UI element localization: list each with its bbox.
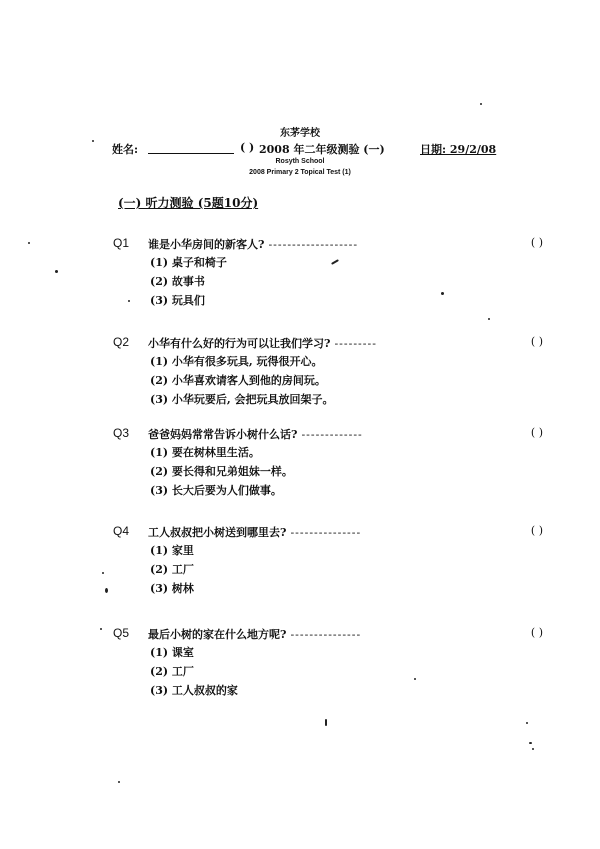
- scan-speck: [105, 588, 108, 593]
- class-paren: ( ): [240, 141, 255, 154]
- scan-speck: [441, 292, 444, 295]
- test-date: 日期: 29/2/08: [420, 143, 497, 156]
- option: (3) 工人叔叔的家: [150, 684, 238, 697]
- scan-speck: [526, 722, 528, 724]
- question-text: 爸爸妈妈常常告诉小树什么话? -------------: [148, 428, 363, 441]
- question-text: 工人叔叔把小树送到哪里去? ---------------: [148, 526, 362, 539]
- question-3: [113, 426, 543, 501]
- option: (2) 工厂: [150, 665, 194, 678]
- option: (1) 小华有很多玩具, 玩得很开心。: [150, 355, 323, 368]
- question-text: 小华有什么好的行为可以让我们学习? ---------: [148, 337, 377, 350]
- dash-leader: -------------: [301, 428, 363, 441]
- scan-speck: [488, 318, 490, 320]
- option: (3) 玩具们: [150, 294, 205, 307]
- question-1: [113, 236, 543, 311]
- dash-leader: ---------------: [290, 526, 362, 539]
- school-name: 东茅学校: [280, 128, 320, 139]
- test-title-en: 2008 Primary 2 Topical Test (1): [249, 169, 351, 176]
- scan-speck: [532, 748, 534, 750]
- scan-speck: [128, 300, 130, 302]
- scan-speck: [92, 140, 94, 142]
- section-title: (一) 听力测验 (5题10分): [118, 196, 259, 210]
- scan-speck: [102, 572, 104, 574]
- question-5: [113, 626, 543, 701]
- option: (1) 家里: [150, 544, 194, 557]
- test-title: 2008 年二年级测验 (一): [259, 143, 385, 156]
- option: (3) 长大后要为人们做事。: [150, 484, 282, 497]
- school-name-en: Rosyth School: [275, 158, 325, 165]
- answer-blank: ( ): [530, 626, 543, 639]
- answer-blank: ( ): [530, 335, 543, 348]
- question-text: 谁是小华房间的新客人? -------------------: [148, 238, 359, 251]
- dash-leader: -------------------: [268, 238, 359, 251]
- question-number: Q4: [113, 524, 130, 538]
- question-number: Q1: [113, 236, 130, 250]
- option: (1) 桌子和椅子: [150, 256, 227, 269]
- option: (2) 要长得和兄弟姐妹一样。: [150, 465, 293, 478]
- question-number: Q5: [113, 626, 130, 640]
- question-2: [113, 335, 543, 410]
- scan-speck: [325, 719, 327, 726]
- scan-speck: [55, 270, 58, 273]
- option: (3) 树林: [150, 582, 194, 595]
- question-number: Q2: [113, 335, 130, 349]
- name-blank-line: [148, 153, 234, 154]
- scan-speck: [118, 781, 120, 783]
- scan-speck: [28, 242, 30, 244]
- question-text: 最后小树的家在什么地方呢? ---------------: [148, 628, 362, 641]
- dash-leader: ---------: [334, 337, 377, 350]
- scan-speck: [480, 103, 482, 105]
- question-4: [113, 524, 543, 599]
- scan-speck: [414, 678, 416, 680]
- name-label: 姓名:: [112, 143, 139, 156]
- option: (2) 工厂: [150, 563, 194, 576]
- scan-speck: [100, 628, 102, 630]
- option: (1) 课室: [150, 646, 194, 659]
- answer-blank: ( ): [530, 236, 543, 249]
- option: (2) 小华喜欢请客人到他的房间玩。: [150, 374, 326, 387]
- dash-leader: ---------------: [290, 628, 362, 641]
- question-number: Q3: [113, 426, 130, 440]
- option: (2) 故事书: [150, 275, 205, 288]
- header-row: [112, 141, 512, 157]
- scan-speck: [529, 742, 532, 744]
- answer-blank: ( ): [530, 524, 543, 537]
- answer-blank: ( ): [530, 426, 543, 439]
- option: (3) 小华玩要后, 会把玩具放回架子。: [150, 393, 334, 406]
- option: (1) 要在树林里生活。: [150, 446, 260, 459]
